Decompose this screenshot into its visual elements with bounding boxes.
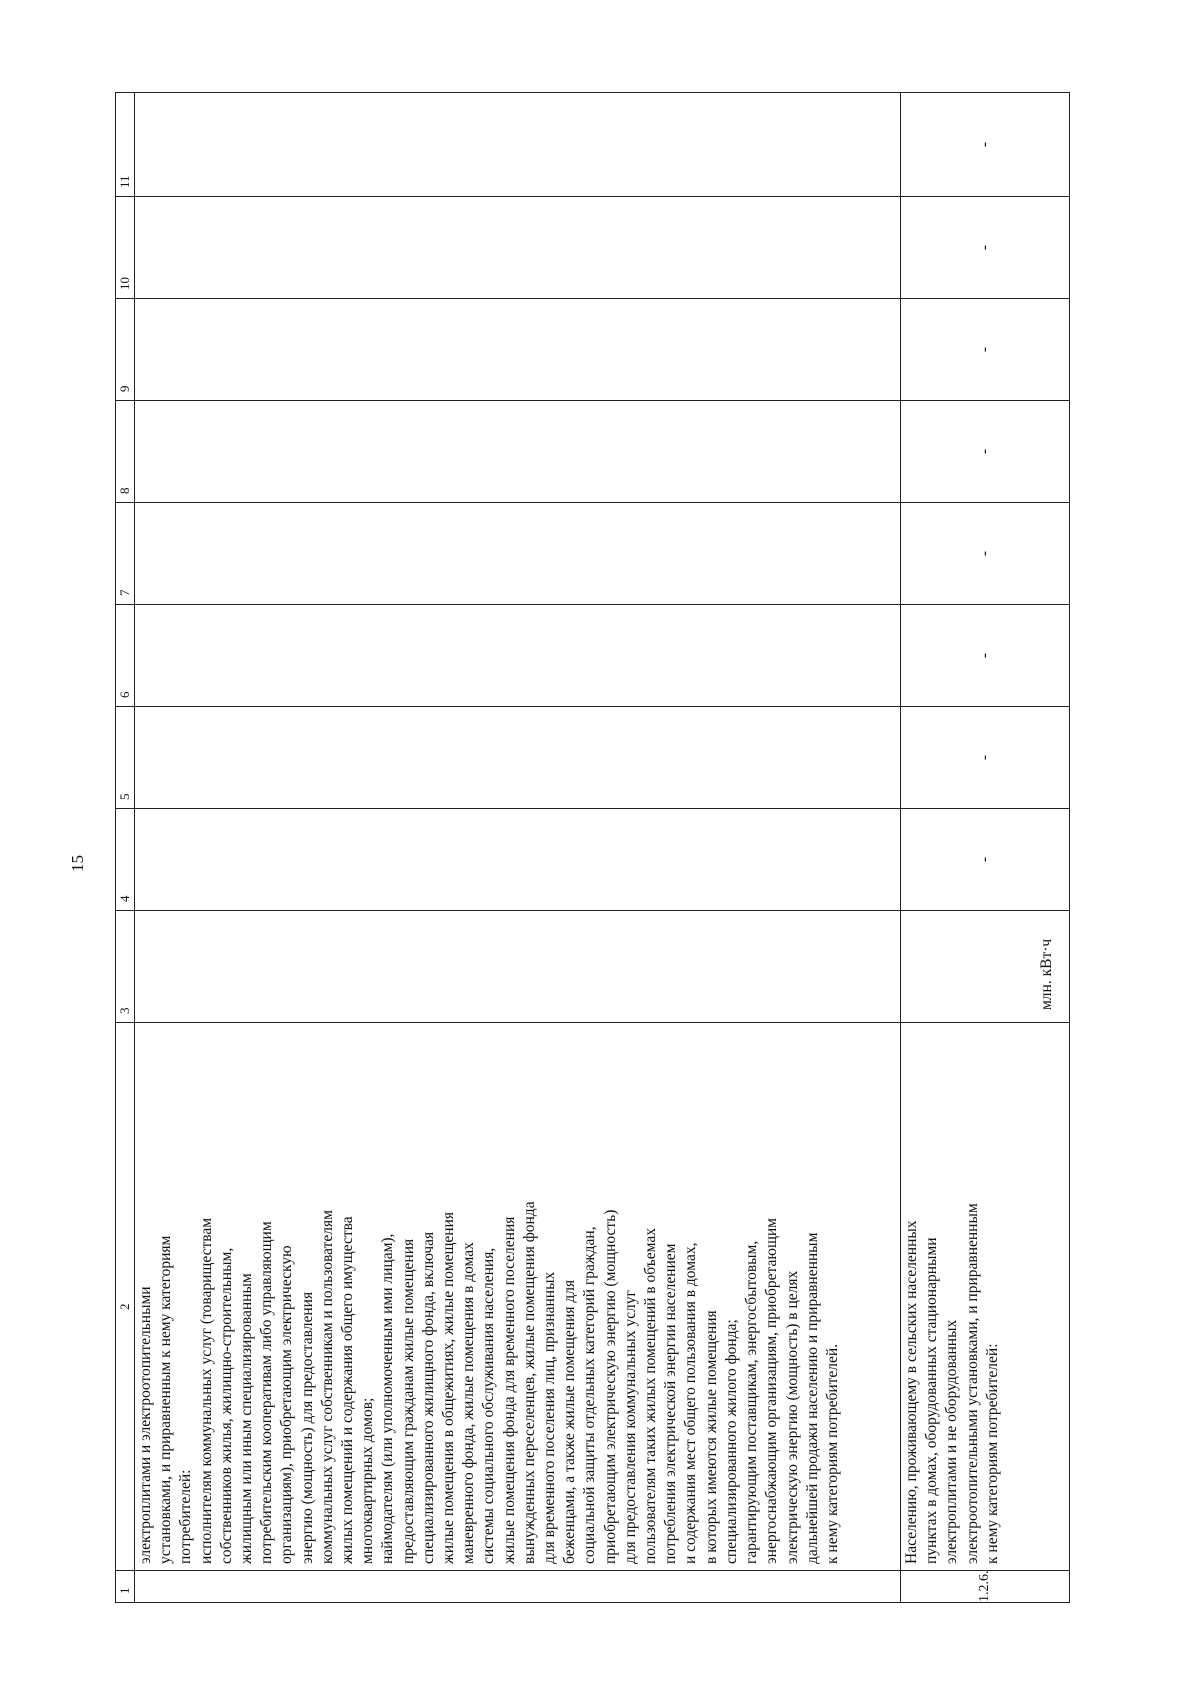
row-value: - xyxy=(901,401,1070,503)
row-name xyxy=(901,1023,1070,1571)
row-unit: млн. кВт·ч xyxy=(901,911,1070,1023)
column-number: 2 xyxy=(116,1023,135,1571)
row-name-line: электроплитами и электроотопительными xyxy=(137,1286,154,1564)
column-number: 10 xyxy=(116,197,135,299)
row-name-line: специализированного жилищного фонда, включая xyxy=(419,1231,437,1564)
tariff-table-sheet xyxy=(115,93,1070,1603)
row-name-line: электрическую энергию (мощность) в целях xyxy=(783,1270,801,1564)
column-number: 8 xyxy=(116,401,135,503)
row-value xyxy=(135,707,901,809)
table-row-continuation xyxy=(135,93,901,1603)
row-name-line: жилые помещения в общежитиях, жилые помещения xyxy=(440,1212,458,1564)
row-name-line: вынужденных переселенцев, жилые помещения фонда xyxy=(520,1201,538,1564)
row-name-line: электроотопительными установками, и приравненным xyxy=(963,1203,981,1564)
column-number: 4 xyxy=(116,809,135,911)
row-name-line: Населению, проживающему в сельских населенных xyxy=(903,1220,920,1564)
row-value: - xyxy=(901,503,1070,605)
row-name-line: наймодателям (или уполномоченным ими лицам), xyxy=(379,1233,397,1564)
row-value: - xyxy=(901,197,1070,299)
row-name-line: беженцами, а также жилые помещения для xyxy=(561,1279,579,1564)
row-unit xyxy=(135,911,901,1023)
row-value xyxy=(135,401,901,503)
row-number xyxy=(135,1571,901,1603)
page-number: 15 xyxy=(68,855,87,872)
row-name-line: к нему категориям потребителей: xyxy=(983,1343,1001,1564)
row-name-line: установками, и приравненным к нему категориям xyxy=(157,1235,175,1564)
row-value: - xyxy=(901,605,1070,707)
column-number: 11 xyxy=(116,93,135,197)
row-name-line: многоквартирных домов; xyxy=(359,1397,377,1564)
row-name-line: предоставляющим гражданам жилые помещения xyxy=(399,1238,417,1564)
row-name-line: организациям), приобретающим электрическую xyxy=(278,1245,296,1564)
row-name-line: для предоставления коммунальных услуг xyxy=(621,1290,639,1564)
row-value xyxy=(135,809,901,911)
row-value: - xyxy=(901,809,1070,911)
row-name-line: потребителей: xyxy=(177,1469,195,1564)
column-number: 6 xyxy=(116,605,135,707)
row-name-line: в которых имеются жилые помещения xyxy=(702,1310,720,1564)
column-number: 5 xyxy=(116,707,135,809)
table-row-1-2-6 xyxy=(901,93,1070,1603)
row-value: - xyxy=(901,93,1070,197)
row-name-line: и содержания мест общего пользования в домах, xyxy=(682,1242,700,1564)
row-name-line: жилые помещения фонда для временного поселения xyxy=(500,1216,518,1564)
row-name-line: потребления электрической энергии населением xyxy=(662,1243,680,1564)
column-number: 3 xyxy=(116,911,135,1023)
row-name-line: коммунальных услуг собственникам и пользователям xyxy=(318,1210,336,1564)
row-name-line: жилищным или иным специализированным xyxy=(238,1273,256,1564)
column-number: 7 xyxy=(116,503,135,605)
row-name-line: жилых помещений и содержания общего имущества xyxy=(339,1216,357,1564)
row-name-line: социальной защиты отдельных категорий граждан, xyxy=(581,1226,599,1564)
row-name-line: для временного поселения лиц, признанных xyxy=(541,1271,559,1564)
row-name-line: дальнейшей продажи населению и приравненным xyxy=(803,1232,821,1564)
tariff-table xyxy=(115,92,1070,1603)
row-value xyxy=(135,93,901,197)
row-value xyxy=(135,299,901,401)
row-number: 1.2.6. xyxy=(901,1571,1070,1603)
row-name-line: специализированного жилого фонда; xyxy=(722,1319,740,1564)
row-value xyxy=(135,197,901,299)
row-name-line: пользователям таких жилых помещений в объемах xyxy=(642,1228,660,1564)
row-name-line: энергоснабжающим организациям, приобретающим xyxy=(763,1218,781,1564)
row-name-line: электроплитами и не оборудованных xyxy=(943,1319,961,1564)
row-name-line: маневренного фонда, жилые помещения в домах xyxy=(460,1242,478,1564)
column-number: 1 xyxy=(116,1571,135,1603)
row-value xyxy=(135,605,901,707)
column-number-row xyxy=(116,93,135,1603)
row-name-line: пунктах в домах, оборудованных стационарными xyxy=(923,1237,941,1564)
row-name-line: исполнителям коммунальных услуг (товариществам xyxy=(197,1217,215,1564)
row-value: - xyxy=(901,707,1070,809)
row-name xyxy=(135,1023,901,1571)
row-value: - xyxy=(901,299,1070,401)
row-name-line: системы социального обслуживания населения, xyxy=(480,1247,498,1564)
row-name-line: энергию (мощность) для предоставления xyxy=(298,1291,316,1564)
row-name-line: приобретающим электрическую энергию (мощность) xyxy=(601,1209,619,1564)
row-name-line: гарантирующим поставщикам, энергосбытовым, xyxy=(743,1240,761,1564)
column-number: 9 xyxy=(116,299,135,401)
row-name-line: собственников жилья, жилищно-строительным, xyxy=(217,1247,235,1564)
row-name-line: к нему категориям потребителей. xyxy=(823,1343,841,1564)
row-value xyxy=(135,503,901,605)
row-name-line: потребительским кооперативам либо управляющим xyxy=(258,1221,276,1564)
